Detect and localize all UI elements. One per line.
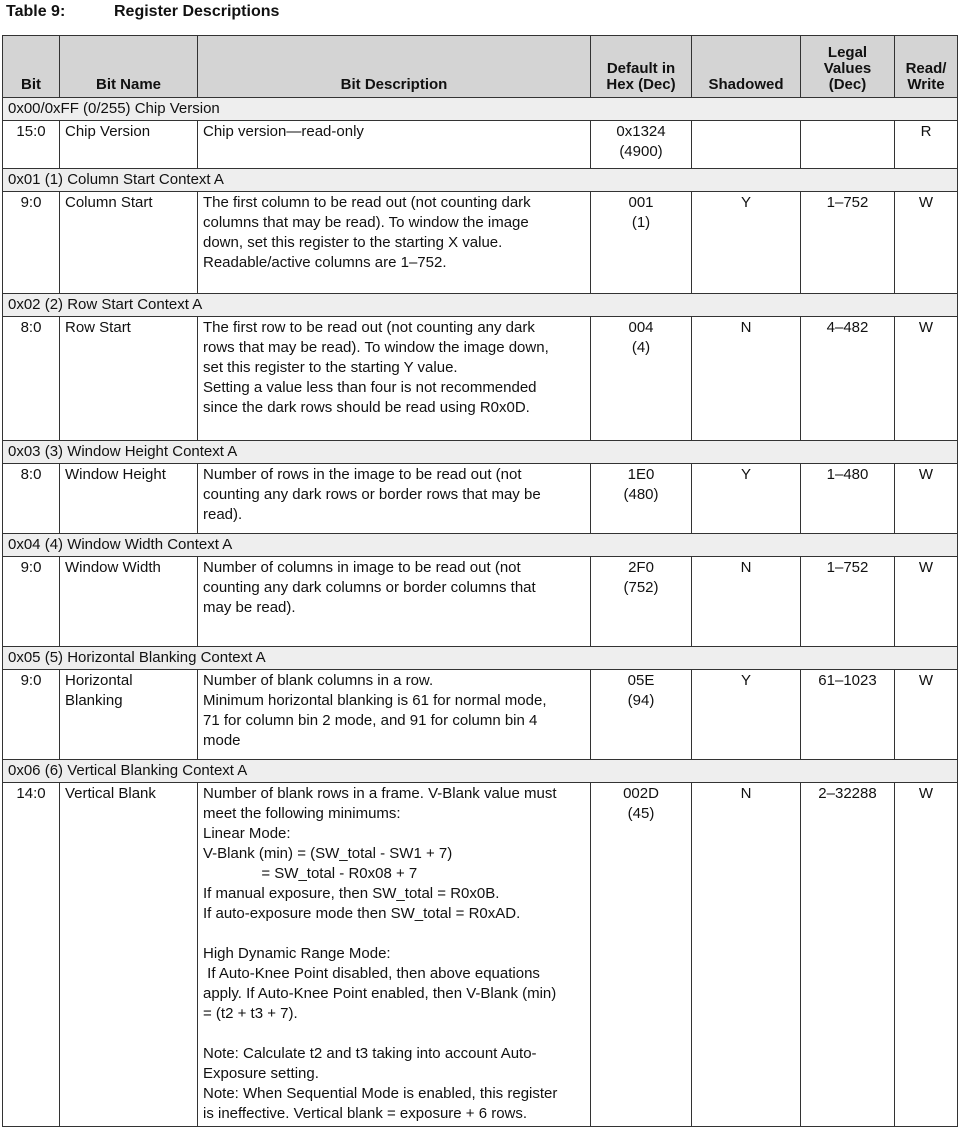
default-dec: (45) [627,805,655,822]
register-row [3,121,958,169]
description-line: Number of blank rows in a frame. V-Blank value must [203,785,557,802]
header-default: Default in Hex (Dec) [591,36,692,98]
legal-values-cell: 1–752 [801,192,895,294]
section-row [3,441,958,464]
table-number: Table 9: [6,3,66,20]
legal-values-cell: 4–482 [801,317,895,441]
description-line: counting any dark rows or border rows that may be [203,486,541,503]
description-line: Linear Mode: [203,825,291,842]
description-line: The first row to be read out (not counting any dark [203,319,535,336]
default-cell [591,783,692,1127]
default-dec: (4900) [619,143,663,160]
header-row [3,36,958,98]
default-dec: (94) [627,692,655,709]
bit-cell: 15:0 [3,121,60,169]
read-write-cell: R [895,121,958,169]
description-line: High Dynamic Range Mode: [203,945,391,962]
description-line [203,618,585,638]
bit-description-cell [198,557,591,647]
default-cell [591,192,692,294]
read-write-cell: W [895,317,958,441]
description-line [203,924,585,944]
bit-cell: 9:0 [3,670,60,760]
description-line: Number of columns in image to be read out (not [203,559,521,576]
default-cell [591,670,692,760]
register-row [3,317,958,441]
header-bit-description: Bit Description [198,36,591,98]
description-line: The first column to be read out (not counting dark [203,194,531,211]
default-hex: 0x1324 [616,123,666,140]
shadowed-cell: N [692,557,801,647]
bit-name-cell: Chip Version [60,121,198,169]
default-cell [591,557,692,647]
read-write-cell: W [895,783,958,1127]
register-row [3,192,958,294]
description-line: columns that may be read). To window the image [203,214,529,231]
description-line: If auto-exposure mode then SW_total = R0xAD. [203,905,521,922]
default-cell [591,121,692,169]
bit-name-cell: Window Height [60,464,198,534]
shadowed-cell: N [692,783,801,1127]
description-line: may be read). [203,599,296,616]
legal-values-cell: 1–752 [801,557,895,647]
bit-description-cell [198,464,591,534]
register-row [3,783,958,1127]
section-row [3,98,958,121]
description-line: Note: Calculate t2 and t3 taking into account Auto- [203,1045,537,1062]
table-caption [6,2,279,26]
description-line: down, set this register to the starting X value. [203,234,503,251]
bit-name-cell: Row Start [60,317,198,441]
register-row [3,670,958,760]
legal-values-cell [801,121,895,169]
description-line: read). [203,506,243,523]
section-title: 0x06 (6) Vertical Blanking Context A [3,760,958,783]
description-line: rows that may be read). To window the image down, [203,339,549,356]
read-write-cell: W [895,192,958,294]
read-write-cell: W [895,670,958,760]
bit-name-cell: Column Start [60,192,198,294]
description-line: Number of blank columns in a row. [203,672,434,689]
default-cell [591,317,692,441]
description-line [203,1024,585,1044]
header-bit-name: Bit Name [60,36,198,98]
read-write-cell: W [895,464,958,534]
description-line: is ineffective. Vertical blank = exposure + 6 rows. [203,1105,528,1122]
register-row [3,557,958,647]
section-row [3,647,958,670]
bit-description-cell [198,783,591,1127]
description-line: = (t2 + t3 + 7). [203,1005,298,1022]
bit-cell: 8:0 [3,464,60,534]
default-hex: 001 [628,194,654,211]
description-line: = SW_total - R0x08 + 7 [203,865,418,882]
description-line: counting any dark columns or border columns that [203,579,536,596]
section-row [3,294,958,317]
bit-name-cell: Vertical Blank [60,783,198,1127]
register-row [3,464,958,534]
header-bit: Bit [3,36,60,98]
default-hex: 2F0 [628,559,654,576]
bit-cell: 9:0 [3,192,60,294]
description-line: Chip version—read-only [203,123,364,140]
description-line: since the dark rows should be read using R0x0D. [203,399,530,416]
read-write-cell: W [895,557,958,647]
description-line: set this register to the starting Y value. [203,359,458,376]
shadowed-cell: N [692,317,801,441]
description-line: mode [203,732,241,749]
bit-description-cell [198,192,591,294]
section-row [3,760,958,783]
register-table [2,35,958,1127]
bit-description-cell [198,317,591,441]
shadowed-cell: Y [692,464,801,534]
table-title: Register Descriptions [114,3,280,20]
bit-cell: 14:0 [3,783,60,1127]
default-cell [591,464,692,534]
bit-cell: 9:0 [3,557,60,647]
section-title: 0x01 (1) Column Start Context A [3,169,958,192]
legal-values-cell: 61–1023 [801,670,895,760]
header-shadowed: Shadowed [692,36,801,98]
default-hex: 1E0 [627,466,655,483]
default-dec: (4) [631,339,651,356]
legal-values-cell: 2–32288 [801,783,895,1127]
default-dec: (1) [631,214,651,231]
bit-cell: 8:0 [3,317,60,441]
description-line: Minimum horizontal blanking is 61 for normal mode, [203,692,547,709]
description-line: V-Blank (min) = (SW_total - SW1 + 7) [203,845,453,862]
description-line: apply. If Auto-Knee Point enabled, then V-Blank (min) [203,985,557,1002]
section-title: 0x05 (5) Horizontal Blanking Context A [3,647,958,670]
bit-name-cell: Horizontal Blanking [60,670,198,760]
section-title: 0x00/0xFF (0/255) Chip Version [3,98,958,121]
section-row [3,169,958,192]
description-line: Readable/active columns are 1–752. [203,254,447,271]
shadowed-cell [692,121,801,169]
bit-description-cell [198,670,591,760]
description-line: If Auto-Knee Point disabled, then above equations [203,965,540,982]
section-title: 0x03 (3) Window Height Context A [3,441,958,464]
section-row [3,534,958,557]
default-hex: 004 [628,319,654,336]
default-hex: 05E [627,672,655,689]
description-line: If manual exposure, then SW_total = R0x0B. [203,885,500,902]
section-title: 0x04 (4) Window Width Context A [3,534,958,557]
legal-values-cell: 1–480 [801,464,895,534]
shadowed-cell: Y [692,192,801,294]
register-table-body [3,98,958,1127]
default-hex: 002D [623,785,659,802]
bit-name-cell: Window Width [60,557,198,647]
default-dec: (480) [623,486,659,503]
description-line: Note: When Sequential Mode is enabled, this register [203,1085,558,1102]
description-line: 71 for column bin 2 mode, and 91 for column bin 4 [203,712,538,729]
description-line: meet the following minimums: [203,805,401,822]
description-line: Number of rows in the image to be read out (not [203,466,522,483]
default-dec: (752) [623,579,659,596]
bit-description-cell [198,121,591,169]
header-read-write: Read/ Write [895,36,958,98]
description-line: Setting a value less than four is not recommended [203,379,537,396]
header-legal-values: Legal Values (Dec) [801,36,895,98]
section-title: 0x02 (2) Row Start Context A [3,294,958,317]
shadowed-cell: Y [692,670,801,760]
description-line: Exposure setting. [203,1065,319,1082]
